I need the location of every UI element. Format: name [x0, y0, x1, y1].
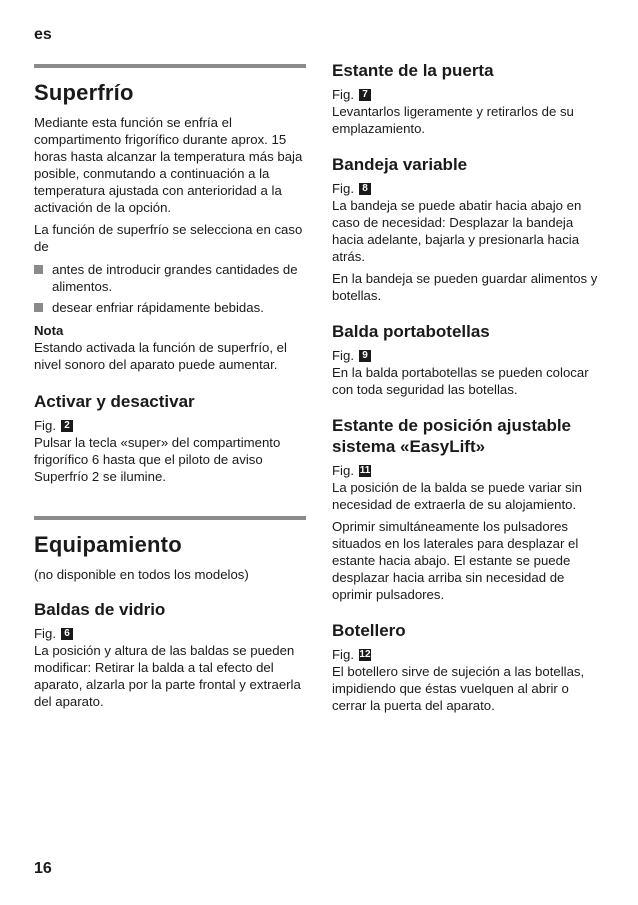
easylift-text: La posición de la balda se puede variar sin necesidad de extraerla de su alojamiento.: [332, 480, 582, 512]
fig-number-badge: 9: [359, 350, 371, 362]
fig-label: Fig.: [34, 418, 56, 433]
fig-number-badge: 6: [61, 628, 73, 640]
list-item-text: antes de introducir grandes cantidades de alimentos.: [52, 262, 298, 294]
superfrio-bullet-list: [34, 261, 306, 316]
heading-estante-puerta: Estante de la puerta: [332, 61, 494, 80]
figure-reference: [34, 417, 306, 434]
list-item-text: desear enfriar rápidamente bebidas.: [52, 300, 264, 315]
fig-number-badge: 7: [359, 89, 371, 101]
fig-label: Fig.: [332, 87, 354, 102]
heading-easylift: Estante de posición ajustable sistema «EasyLift»: [332, 416, 572, 456]
bullet-square-icon: [34, 265, 43, 274]
superfrio-description: Mediante esta función se enfría el compartimento frigorífico durante aprox. 15 horas hasta alcanzar la temperatura más baja posible, conmutando a continuación a la temperatura ajustada con anterioridad a la activación de la opción.: [34, 115, 303, 215]
heading-activar-desactivar: Activar y desactivar: [34, 392, 195, 411]
heading-botellero: Botellero: [332, 621, 406, 640]
fig-label: Fig.: [332, 647, 354, 662]
section-rule-equipamiento: [34, 516, 306, 520]
balda-portabotellas-text: En la balda portabotellas se pueden colocar con toda seguridad las botellas.: [332, 365, 589, 397]
bandeja-storage-text: En la bandeja se pueden guardar alimentos y botellas.: [332, 271, 598, 303]
bullet-square-icon: [34, 303, 43, 312]
estante-puerta-text: Levantarlos ligeramente y retirarlos de su emplazamiento.: [332, 104, 574, 136]
fig-number-badge: 8: [359, 183, 371, 195]
heading-balda-portabotellas: Balda portabotellas: [332, 322, 490, 341]
fig-number-badge: 2: [61, 420, 73, 432]
botellero-text: El botellero sirve de sujeción a las botellas, impidiendo que éstas vuelquen al abrir o cerrar la puerta del aparato.: [332, 664, 585, 713]
fig-number-badge: 11: [359, 464, 371, 476]
heading-equipamiento: Equipamiento: [34, 532, 182, 557]
fig-label: Fig.: [34, 626, 56, 641]
bandeja-text: La bandeja se puede abatir hacia abajo en caso de necesidad: Desplazar la bandeja hacia adelante, bajarla y presionarla hacia atrás.: [332, 198, 582, 264]
list-item: [34, 261, 306, 295]
figure-reference: [332, 180, 604, 197]
list-item: [34, 299, 306, 316]
figure-reference: [332, 646, 604, 663]
fig-label: Fig.: [332, 348, 354, 363]
heading-baldas-vidrio: Baldas de vidrio: [34, 600, 166, 619]
superfrio-selection-text: La función de superfrío se selecciona en caso de: [34, 222, 303, 254]
fig-number-badge: 12: [359, 648, 371, 660]
page-number: 16: [34, 860, 52, 877]
easylift-instructions: Oprimir simultáneamente los pulsadores situados en los laterales para desplazar el estante hacia abajo. El estante se puede desplazar hacia arriba sin necesidad de oprimir pulsadores.: [332, 519, 579, 602]
fig-label: Fig.: [332, 463, 354, 478]
note-label: Nota: [34, 323, 64, 338]
equipamiento-subtitle: (no disponible en todos los modelos): [34, 567, 249, 582]
baldas-text: La posición y altura de las baldas se pueden modificar: Retirar la balda a tal efecto del aparato, alzarla por la parte frontal y extraerla del aparato.: [34, 643, 301, 709]
activar-text: Pulsar la tecla «super» del compartimento frigorífico 6 hasta que el piloto de aviso Superfrío 2 se ilumine.: [34, 435, 281, 484]
figure-reference: [34, 625, 306, 642]
section-rule-superfrio: [34, 64, 306, 68]
right-column: [332, 0, 604, 714]
left-column: [34, 0, 306, 710]
note-text: Estando activada la función de superfrío, el nivel sonoro del aparato puede aumentar.: [34, 340, 287, 372]
language-code: es: [34, 26, 52, 43]
heading-superfrio: Superfrío: [34, 80, 134, 105]
heading-bandeja-variable: Bandeja variable: [332, 155, 468, 174]
figure-reference: [332, 462, 604, 479]
fig-label: Fig.: [332, 181, 354, 196]
figure-reference: [332, 86, 604, 103]
figure-reference: [332, 347, 604, 364]
